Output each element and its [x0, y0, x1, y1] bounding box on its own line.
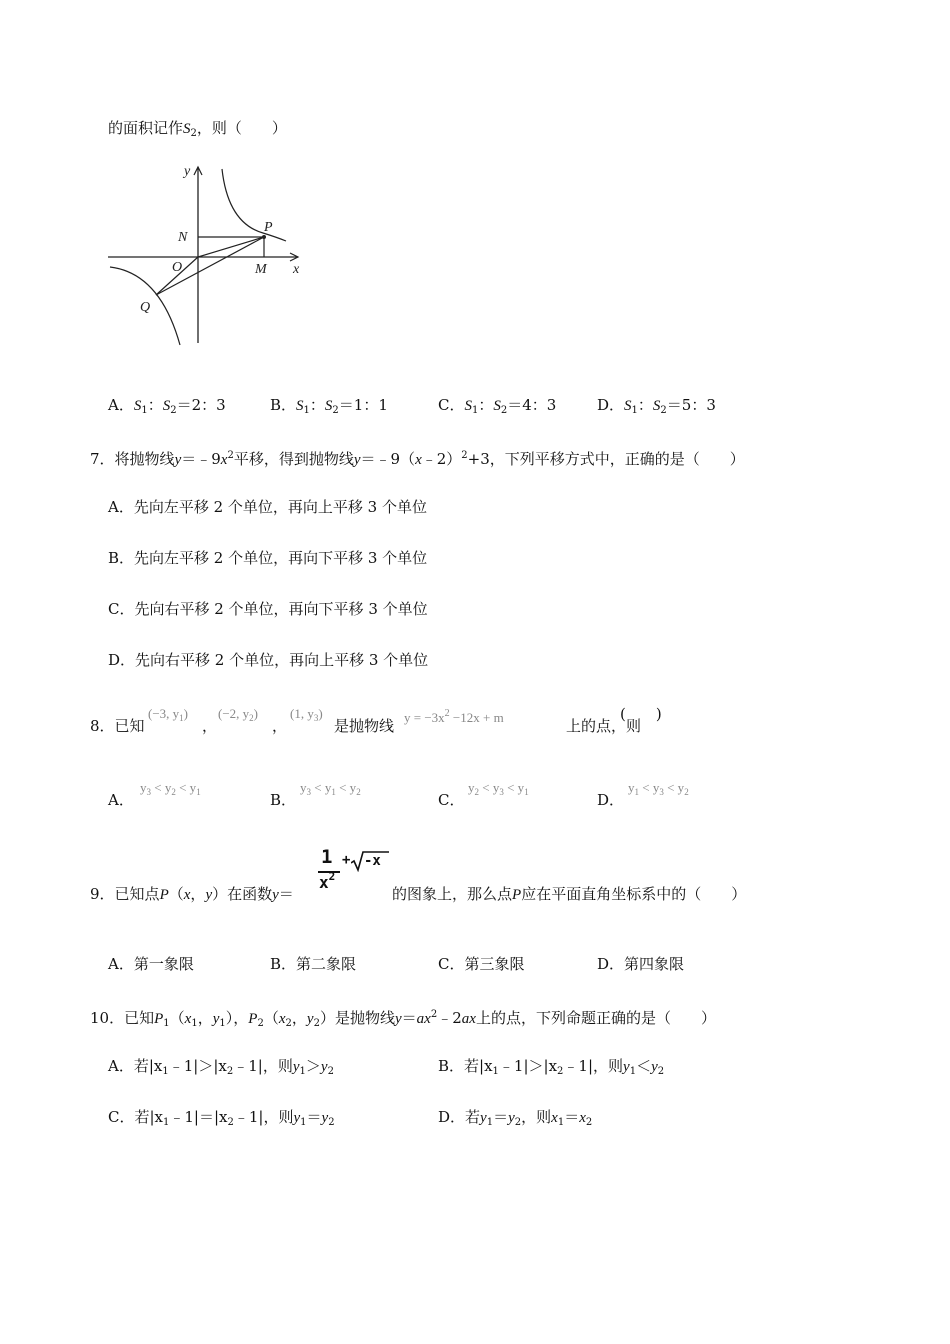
hyperbola-branch-1: [222, 169, 286, 241]
label-o: O: [172, 260, 183, 275]
label-y: y: [184, 164, 191, 179]
q6-option-c: C．$S_1$：$S_2=4$：3: [438, 396, 557, 416]
q10-option-a: A．若$|x_1﹣1|>|x_2﹣1|$，则$y_1>y_2$: [108, 1057, 334, 1077]
label-m: M: [255, 262, 267, 277]
q8-comma-2: ，: [272, 717, 288, 735]
q8-point-2: (−2, $y_2$): [218, 706, 259, 723]
q9-frac-num: 1: [321, 846, 333, 868]
q6-option-b: B．$S_1$：$S_2=1$：1: [270, 396, 388, 416]
q8-option-b-letter: B．: [270, 791, 297, 809]
q6-figure: [100, 155, 310, 350]
q8-option-c-letter: C．: [438, 791, 465, 809]
point-p: [262, 235, 266, 239]
q9-frac-den: $x^2$: [319, 870, 336, 892]
q7-option-c: C．先向右平移 2 个单位，再向下平移 3 个单位: [108, 600, 428, 618]
q8-option-d-letter: D．: [597, 791, 625, 809]
q7-option-d: D．先向右平移 2 个单位，再向上平移 3 个单位: [108, 651, 429, 669]
q10-stem: 10．已知$P_1(x_1$，$y_1$），$P_2(x_2$，$y_2$）是抛物线$y=ax^2﹣2ax$上的点，下列命题正确的是（ ）: [90, 1009, 716, 1029]
segment-op: [198, 237, 264, 257]
q10-option-c: C．若$|x_1﹣1|=|x_2﹣1|$，则$y_1=y_2$: [108, 1108, 335, 1128]
q8-option-b: $y_3 < y_1 < y_2$: [300, 780, 361, 797]
q7-option-b: B．先向左平移 2 个单位，再向下平移 3 个单位: [108, 549, 428, 567]
q10-option-b: B．若$|x_1﹣1|>|x_2﹣1|$，则$y_1<y_2$: [438, 1057, 665, 1077]
q8-paren: ( ): [620, 705, 662, 723]
q9-stem-end: 的图象上，那么点P应在平面直角坐标系中的（ ）: [392, 885, 747, 903]
q7-option-a: A．先向左平移 2 个单位，再向上平移 3 个单位: [108, 498, 427, 516]
q8-comma-1: ，: [202, 717, 218, 735]
q6-option-d: D．$S_1$：$S_2=5$：3: [597, 396, 716, 416]
q10-option-d: D．若$y_1=y_2$，则$x_1=x_2$: [438, 1108, 593, 1128]
q6-stem: 的面积记作$S_2$，则（ ）: [108, 119, 287, 139]
q8-stem-mid: 是抛物线: [334, 717, 395, 735]
q9-plus: +: [342, 852, 351, 868]
q9-formula: [318, 846, 390, 890]
q9-option-c: C．第三象限: [438, 955, 525, 973]
label-x: x: [293, 262, 300, 277]
q8-option-a: $y_3 < y_2 < y_1$: [140, 780, 201, 797]
label-q: Q: [140, 300, 151, 315]
q8-option-c: $y_2 < y_3 < y_1$: [468, 780, 529, 797]
q9-option-d: D．第四象限: [597, 955, 685, 973]
q8-stem-num: 8．已知: [90, 717, 145, 735]
label-n: N: [178, 230, 188, 245]
q8-stem-end: 上的点，则: [566, 717, 642, 735]
q8-equation: $y = -3x^2 -12x + m$: [404, 708, 504, 725]
q6-option-a: A．$S_1$：$S_2=2$：3: [108, 396, 226, 416]
q8-option-a-letter: A．: [108, 791, 134, 809]
q8-point-3: (1, $y_3$): [290, 706, 323, 723]
q9-option-a: A．第一象限: [108, 955, 194, 973]
q9-sqrt-arg: -x: [364, 853, 381, 869]
label-p: P: [264, 220, 273, 235]
q7-stem: 7．将抛物线$y=﹣9x^2$平移，得到抛物线y＝﹣9（x﹣2）$^2$+3，下列平移方式中，正确的是（ ）: [90, 450, 745, 468]
q8-point-1: (−3, $y_1$): [148, 706, 189, 723]
q8-option-d: $y_1 < y_3 < y_2$: [628, 780, 689, 797]
q9-option-b: B．第二象限: [270, 955, 357, 973]
q9-stem-start: 9．已知点P（x，y）在函数y＝: [90, 885, 294, 903]
